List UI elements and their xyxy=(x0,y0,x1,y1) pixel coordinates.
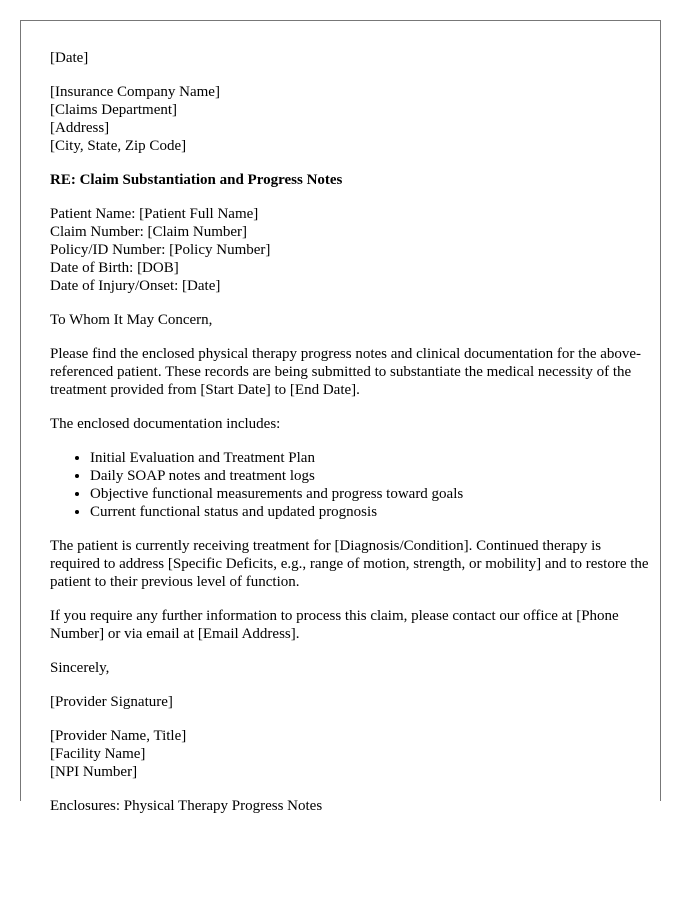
list-item: • Initial Evaluation and Treatment Plan xyxy=(90,449,650,467)
npi-number: [NPI Number] xyxy=(50,764,138,780)
facility-name: [Facility Name] xyxy=(50,746,146,762)
recipient-company: [Insurance Company Name] xyxy=(50,84,220,100)
list-item: • Objective functional measurements and progress toward goals xyxy=(90,485,650,503)
date-of-birth: Date of Birth: [DOB] xyxy=(50,260,179,276)
recipient-city-state-zip: [City, State, Zip Code] xyxy=(50,138,187,154)
provider-signature: [Provider Signature] xyxy=(50,694,173,710)
letter-body xyxy=(50,49,650,831)
provider-info-block xyxy=(50,727,650,781)
letter-date: [Date] xyxy=(50,50,89,66)
documentation-list-intro: The enclosed documentation includes: xyxy=(50,416,281,432)
contact-paragraph: If you require any further information to process this claim, please contact our office at [Phone Number] or via email at [Email Address]. xyxy=(50,608,619,642)
treatment-paragraph: The patient is currently receiving treatment for [Diagnosis/Condition]. Continued therapy is required to address [Specific Deficits, e.g., range of motion, strength, or mobility] and to restore the patient to their previous level of function. xyxy=(50,538,649,590)
documentation-list xyxy=(50,449,650,521)
letter-page xyxy=(20,20,661,814)
list-item: • Current functional status and updated prognosis xyxy=(90,503,650,521)
enclosures-line: Enclosures: Physical Therapy Progress Notes xyxy=(50,798,323,814)
recipient-address: [Address] xyxy=(50,120,110,136)
subject-line: RE: Claim Substantiation and Progress Notes xyxy=(50,172,343,188)
patient-info-block xyxy=(50,205,650,295)
recipient-department: [Claims Department] xyxy=(50,102,178,118)
claim-number: Claim Number: [Claim Number] xyxy=(50,224,248,240)
patient-name: Patient Name: [Patient Full Name] xyxy=(50,206,259,222)
intro-paragraph: Please find the enclosed physical therapy progress notes and clinical documentation for the above-referenced patient. These records are being submitted to substantiate the medical necessity of the treatment provided from [Start Date] to [End Date]. xyxy=(50,346,642,398)
list-item: • Daily SOAP notes and treatment logs xyxy=(90,467,650,485)
policy-id-number: Policy/ID Number: [Policy Number] xyxy=(50,242,271,258)
provider-name-title: [Provider Name, Title] xyxy=(50,728,187,744)
salutation: To Whom It May Concern, xyxy=(50,312,213,328)
date-of-injury: Date of Injury/Onset: [Date] xyxy=(50,278,221,294)
closing: Sincerely, xyxy=(50,660,110,676)
recipient-address-block xyxy=(50,83,650,155)
